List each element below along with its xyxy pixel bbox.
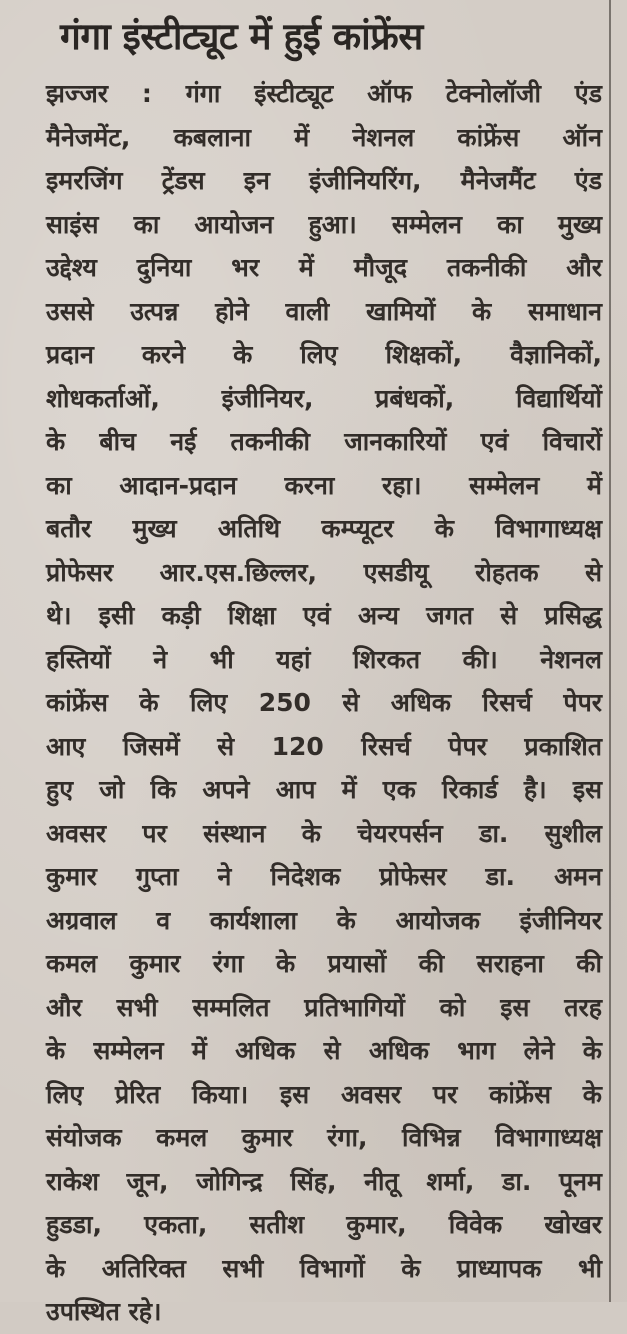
article-line: का आदान-प्रदान करना रहा। सम्मेलन में: [46, 470, 602, 500]
column-divider: [609, 0, 611, 1302]
headline: गंगा इंस्टीट्यूट में हुई कांफ्रेंस: [60, 15, 423, 58]
article-line: बतौर मुख्य अतिथि कम्प्यूटर के विभागाध्यक्ष: [46, 514, 602, 543]
article-line: संयोजक कमल कुमार रंगा, विभिन्न विभागाध्यक्ष: [46, 1123, 602, 1152]
article-line: हस्तियों ने भी यहां शिरकत की। नेशनल: [46, 644, 602, 674]
article-line: मैनेजमेंट, कबलाना में नेशनल कांफ्रेंस ऑन: [46, 122, 602, 152]
article-line: कमल कुमार रंगा के प्रयासों की सराहना की: [46, 949, 602, 978]
article-line: हुडडा, एकता, सतीश कुमार, विवेक खोखर: [46, 1210, 602, 1239]
article-line: आए जिसमें से 120 रिसर्च पेपर प्रकाशित: [46, 731, 602, 761]
dateline: झज्जर: [46, 79, 108, 108]
article-line: लिए प्रेरित किया। इस अवसर पर कांफ्रेंस के: [46, 1079, 602, 1109]
article-line: कुमार गुप्ता ने निदेशक प्रोफेसर डा. अमन: [46, 862, 602, 891]
article-line-first: [46, 72, 602, 116]
article-line: हुए जो कि अपने आप में एक रिकार्ड है। इस: [46, 775, 602, 804]
article-body: [46, 72, 602, 1334]
article-line: राकेश जून, जोगिन्द्र सिंह, नीतू शर्मा, डा. पूनम: [46, 1166, 602, 1196]
article-line: अवसर पर संस्थान के चेयरपर्सन डा. सुशील: [46, 818, 602, 848]
article-line: इमरजिंग ट्रेंडस इन इंजीनियरिंग, मैनेजमैंट एंड: [46, 166, 602, 195]
article-line: के सम्मेलन में अधिक से अधिक भाग लेने के: [46, 1036, 602, 1065]
article-line: उद्देश्य दुनिया भर में मौजूद तकनीकी और: [46, 253, 602, 282]
article-line: उससे उत्पन्न होने वाली खामियों के समाधान: [46, 296, 602, 326]
article-line: के बीच नई तकनीकी जानकारियों एवं विचारों: [46, 427, 602, 456]
article-line: अग्रवाल व कार्यशाला के आयोजक इंजीनियर: [46, 905, 602, 935]
article-line-last: उपस्थित रहे।: [46, 1297, 162, 1326]
article-line: थे। इसी कड़ी शिक्षा एवं अन्य जगत से प्रसिद्ध: [46, 601, 602, 630]
article-line: और सभी सम्मलित प्रतिभागियों को इस तरह: [46, 992, 602, 1022]
article-line: कांफ्रेंस के लिए 250 से अधिक रिसर्च पेपर: [46, 688, 602, 717]
article-line: शोधकर्ताओं, इंजीनियर, प्रबंधकों, विद्यार्थियों: [46, 383, 602, 413]
article-line: प्रोफेसर आर.एस.छिल्लर, एसडीयू रोहतक से: [46, 557, 602, 587]
article-line: साइंस का आयोजन हुआ। सम्मेलन का मुख्य: [46, 209, 602, 239]
article-line: प्रदान करने के लिए शिक्षकों, वैज्ञानिकों,: [46, 340, 602, 369]
article-line: के अतिरिक्त सभी विभागों के प्राध्यापक भी: [46, 1253, 602, 1283]
first-line-text: : गंगा इंस्टीट्यूट ऑफ टेक्नोलॉजी एंड: [141, 79, 602, 108]
